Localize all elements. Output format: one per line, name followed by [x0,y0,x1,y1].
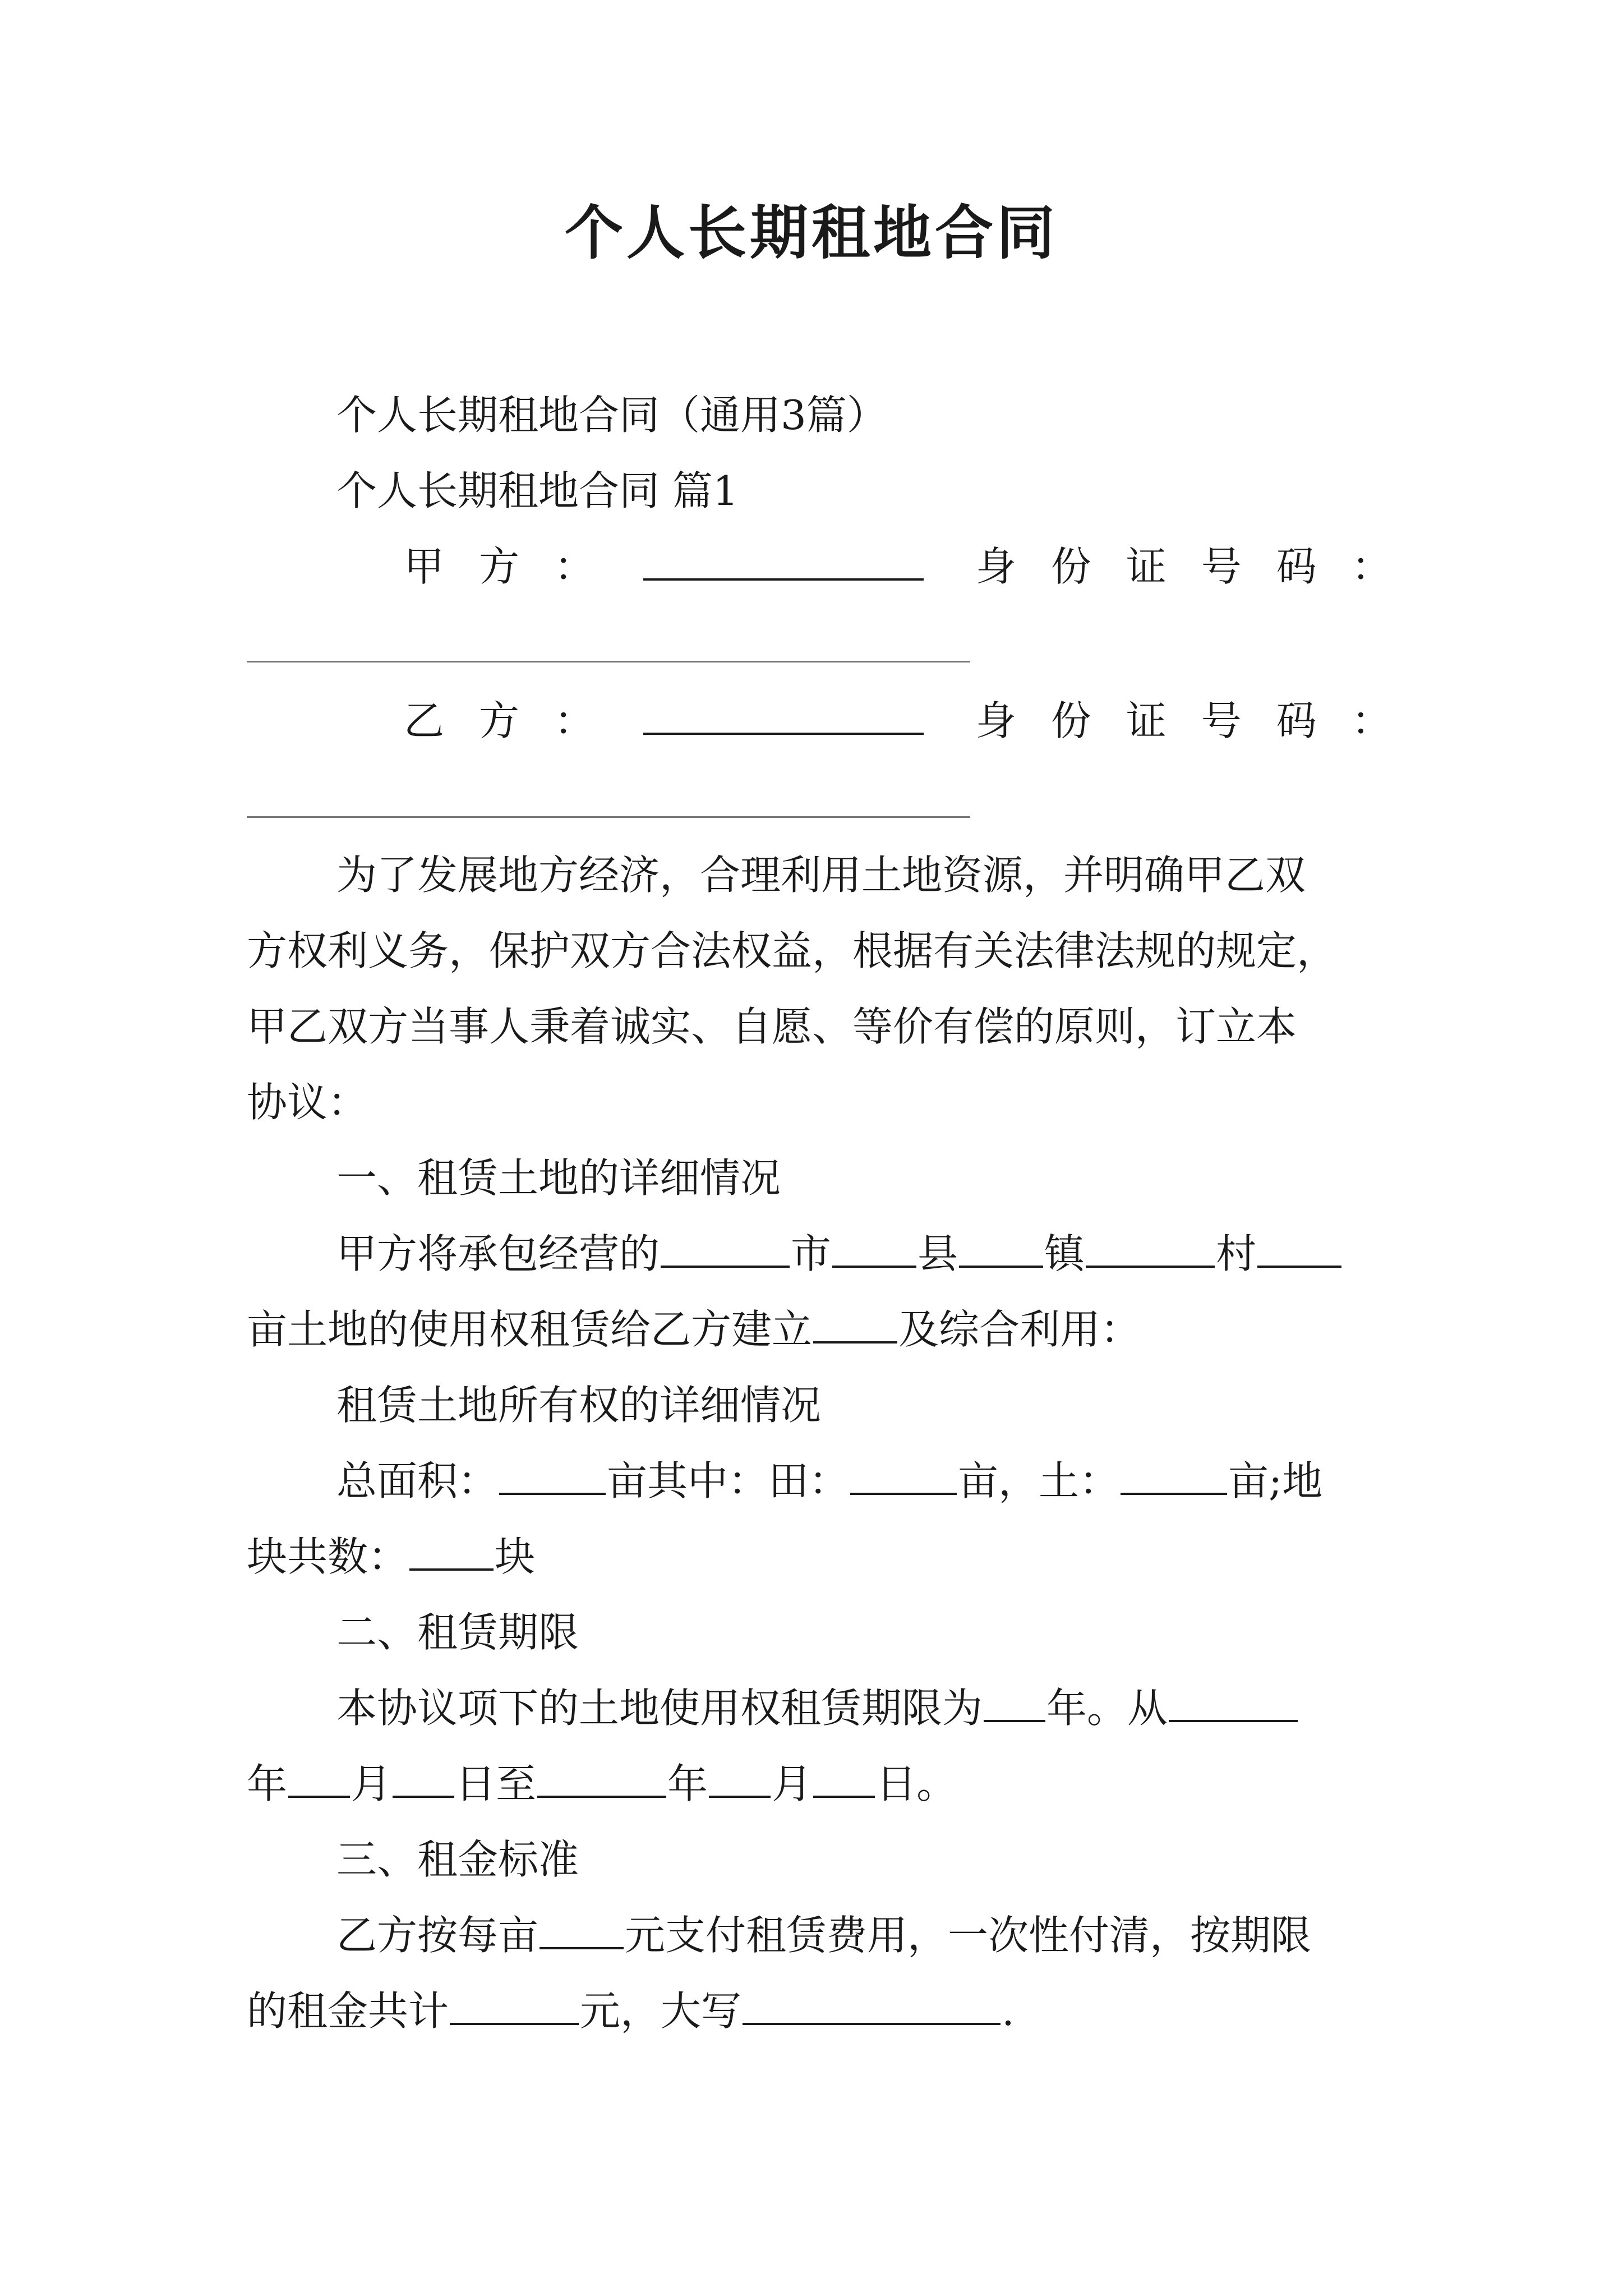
area-text-f: 块 [495,1533,536,1580]
area-line-2 [247,1529,1380,1585]
term-text-c: 年 [247,1760,288,1807]
s1-text-d: 镇 [1044,1230,1085,1277]
rent-text-a: 乙方按每亩 [336,1912,539,1959]
section-1-heading: 一、租赁土地的详细情况 [336,1154,781,1202]
s1-text-a: 甲方将承包经营的 [336,1230,660,1277]
term-text-h: 日。 [876,1760,957,1807]
end-year-blank [537,1756,666,1798]
area-text-d: 亩;地 [1228,1457,1323,1504]
area-text-a: 总面积： [336,1457,499,1504]
mu-blank [1257,1226,1341,1268]
term-text-f: 年 [667,1760,708,1807]
section-1-para-1 [336,1226,1380,1282]
s1-text-b: 市 [791,1230,832,1277]
party-b-label: 乙方： [404,697,630,744]
intro-line-1: 为了发展地方经济，合理利用土地资源，并明确甲乙双 [336,852,1306,899]
area-line-1 [336,1453,1380,1509]
town-blank [959,1226,1043,1268]
rent-line-2 [247,1983,1380,2039]
term-text-d: 月 [351,1760,392,1807]
party-a-id-label: 身份证号码： [975,543,1427,590]
end-month-blank [709,1756,771,1798]
rent-text-d: 元，大写 [580,1987,742,2035]
section-3-heading: 三、租金标准 [336,1836,579,1883]
s1-text-c: 县 [917,1230,958,1277]
start-year-blank [1169,1681,1298,1722]
total-area-blank [499,1453,606,1495]
party-a-label: 甲方： [404,543,630,590]
county-blank [832,1226,916,1268]
party-a-id-blank [247,661,970,662]
term-text-b: 年。从 [1046,1685,1168,1732]
rent-text-b: 元支付租赁费用，一次性付清，按期限 [625,1912,1312,1959]
rent-line-1 [336,1907,1380,1963]
party-b-row [404,693,1427,749]
rent-per-mu-blank [540,1908,624,1949]
purpose-blank [813,1302,897,1343]
s1-text-g: 及综合利用： [898,1306,1141,1353]
party-b-name-blank [643,693,924,735]
s1-text-f: 亩土地的使用权租赁给乙方建立 [247,1306,813,1353]
rent-text-c: 的租金共计 [247,1987,449,2035]
section-1-para-2 [247,1301,1380,1358]
term-line-1 [336,1680,1380,1736]
start-day-blank [393,1756,454,1798]
dry-area-blank [1121,1453,1227,1495]
party-a-row [404,539,1427,595]
section-2-heading: 二、租赁期限 [336,1609,579,1656]
rent-total-words-blank [743,1984,1000,2025]
area-text-e: 块共数： [247,1533,409,1580]
party-b-id-blank [247,816,970,818]
term-text-e: 日至 [455,1760,537,1807]
intro-line-4: 协议： [247,1079,368,1126]
party-b-id-label: 身份证号码： [975,697,1427,744]
term-line-2 [247,1756,1380,1812]
end-day-blank [813,1756,875,1798]
term-text-a: 本协议项下的土地使用权租赁期限为 [336,1685,983,1732]
rent-total-blank [450,1984,579,2025]
village-blank [1086,1226,1215,1268]
city-blank [661,1226,790,1268]
intro-line-2: 方权利义务，保护双方合法权益，根据有关法律法规的规定， [247,927,1338,974]
document-title: 个人长期租地合同 [564,198,1058,267]
area-text-c: 亩，土： [958,1457,1120,1504]
start-month-blank [288,1756,350,1798]
plot-count-blank [409,1529,494,1571]
term-text-g: 月 [772,1760,813,1807]
rent-text-e: . [1002,1987,1015,2035]
term-years-blank [984,1681,1045,1722]
party-a-name-blank [643,539,924,581]
subtitle: 个人长期租地合同（通用3篇） [336,392,887,439]
paddy-area-blank [850,1453,957,1495]
area-text-b: 亩其中：田： [607,1457,850,1504]
intro-line-3: 甲乙双方当事人秉着诚实、自愿、等价有偿的原则，订立本 [247,1003,1297,1050]
s1-text-e: 村 [1216,1230,1257,1277]
section-1-sub: 租赁土地所有权的详细情况 [336,1382,822,1429]
section-heading: 个人长期租地合同 篇1 [336,467,739,514]
